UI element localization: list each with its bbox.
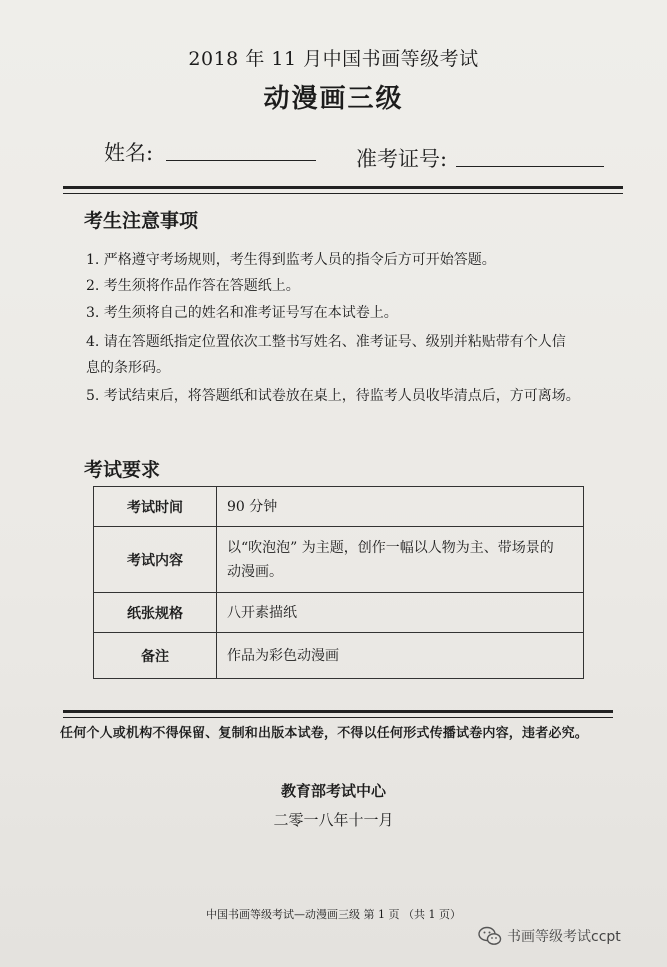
requirement-key: 考试时间 xyxy=(94,487,217,527)
table-row xyxy=(94,487,584,527)
exam-id-label: 准考证号: xyxy=(356,147,448,171)
footer-rule-thick xyxy=(63,710,613,713)
note-item-continued: 息的条形码。 xyxy=(86,360,170,376)
table-row xyxy=(94,527,584,593)
requirement-key: 备注 xyxy=(94,633,217,679)
notes-heading: 考生注意事项 xyxy=(84,210,199,232)
note-item: 3. 考生须将自己的姓名和准考证号写在本试卷上。 xyxy=(86,305,398,321)
note-item: 5. 考试结束后，将答题纸和试卷放在桌上，待监考人员收毕清点后，方可离场。 xyxy=(86,388,580,404)
requirement-value: 八开素描纸 xyxy=(217,593,584,633)
name-blank xyxy=(166,160,316,161)
header-rule-thin xyxy=(63,193,623,194)
requirement-key: 纸张规格 xyxy=(94,593,217,633)
footer-rule-thin xyxy=(63,717,613,718)
watermark-text: 书画等级考试ccpt xyxy=(507,929,621,945)
header-rule-thick xyxy=(63,186,623,189)
copyright-notice: 任何个人或机构不得保留、复制和出版本试卷，不得以任何形式传播试卷内容，违者必究。 xyxy=(60,726,589,741)
requirement-value: 90 分钟 xyxy=(217,487,584,527)
page-footer: 中国书画等级考试—动漫画三级 第 1 页 （共 1 页） xyxy=(206,908,461,921)
note-item: 2. 考生须将作品作答在答题纸上。 xyxy=(86,278,300,294)
watermark xyxy=(478,925,621,947)
requirement-key: 考试内容 xyxy=(94,527,217,593)
requirement-value: 作品为彩色动漫画 xyxy=(217,633,584,679)
issuer: 教育部考试中心 xyxy=(280,782,386,800)
requirements-heading: 考试要求 xyxy=(84,459,161,481)
table-row xyxy=(94,633,584,679)
requirements-table xyxy=(93,486,584,679)
name-label: 姓名: xyxy=(104,141,154,165)
note-item: 1. 严格遵守考场规则，考生得到监考人员的指令后方可开始答题。 xyxy=(86,252,496,268)
exam-id-blank xyxy=(456,166,604,167)
issue-date: 二零一八年十一月 xyxy=(273,811,394,829)
wechat-icon xyxy=(478,925,502,947)
exam-title: 2018 年 11 月中国书画等级考试 xyxy=(188,48,479,70)
note-item: 4. 请在答题纸指定位置依次工整书写姓名、准考证号、级别并粘贴带有个人信 xyxy=(86,334,566,350)
table-row xyxy=(94,593,584,633)
exam-subject: 动漫画三级 xyxy=(263,84,404,114)
requirement-value: 以“吹泡泡” 为主题，创作一幅以人物为主、带场景的 动漫画。 xyxy=(217,527,584,593)
